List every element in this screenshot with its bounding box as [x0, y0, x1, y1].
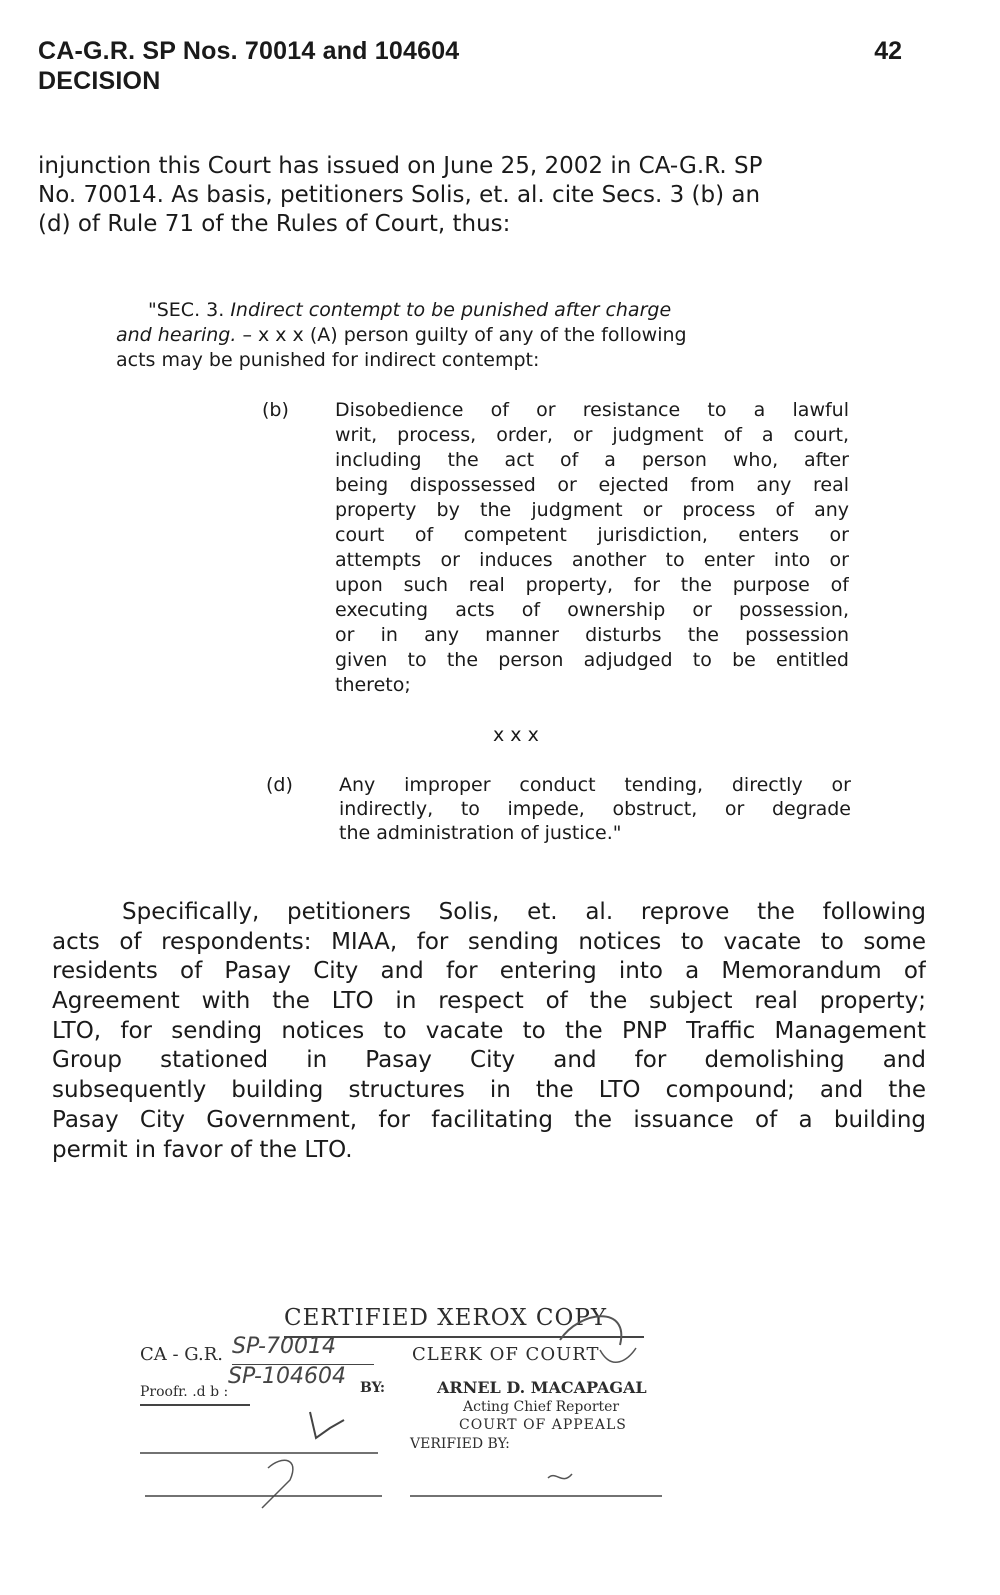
section-title-cont: and hearing.	[116, 324, 237, 346]
stamp-clerk: CLERK OF COURT	[412, 1344, 600, 1365]
text-line: Agreement with the LTO in respect of the subject real property;	[52, 988, 926, 1015]
text-line: indirectly, to impede, obstruct, or degrade	[339, 798, 851, 820]
stamp-by: BY:	[360, 1380, 386, 1396]
text-line: the administration of justice."	[339, 822, 622, 844]
text-line: permit in favor of the LTO.	[52, 1136, 353, 1163]
text-line: Disobedience of or resistance to a lawful	[335, 399, 849, 421]
ellipsis: x x x	[493, 724, 539, 746]
text-line: or in any manner disturbs the possession	[335, 624, 849, 646]
para1-line: (d) of Rule 71 of the Rules of Court, thus:	[38, 211, 511, 237]
signature-scribble	[560, 1316, 621, 1345]
quote-text: – x x x (A) person guilty of any of the following	[242, 324, 687, 346]
text-line: writ, process, order, or judgment of a court,	[335, 424, 849, 446]
text-line: being dispossessed or ejected from any real	[335, 474, 849, 496]
text-line: given to the person adjudged to be entitled	[335, 649, 849, 671]
stamp-signatory: ARNEL D. MACAPAGAL	[437, 1378, 647, 1397]
text-line: thereto;	[335, 674, 411, 696]
text-line: residents of Pasay City and for entering into a Memorandum of	[52, 958, 926, 985]
text-line: LTO, for sending notices to vacate to the PNP Traffic Management	[52, 1017, 926, 1044]
initials-mark	[310, 1412, 344, 1438]
text-line: subsequently building structures in the LTO compound; and the	[52, 1077, 926, 1104]
text-line: Pasay City Government, for facilitating the issuance of a building	[52, 1106, 926, 1133]
para1-line: No. 70014. As basis, petitioners Solis, et. al. cite Secs. 3 (b) an	[38, 182, 761, 208]
handwritten-case-2: SP-104604	[228, 1364, 346, 1389]
text-line: Group stationed in Pasay City and for demolishing and	[52, 1047, 926, 1074]
item-marker-b: (b)	[262, 399, 289, 421]
section-label: "SEC. 3.	[148, 299, 225, 321]
case-number: CA-G.R. SP Nos. 70014 and 104604	[38, 37, 460, 65]
quote-line: acts may be punished for indirect contempt:	[116, 349, 540, 371]
text-line: property by the judgment or process of any	[335, 499, 849, 521]
text-line: upon such real property, for the purpose of	[335, 574, 849, 596]
stamp-court: COURT OF APPEALS	[459, 1417, 627, 1433]
handwritten-case-1: SP-70014	[232, 1334, 336, 1359]
text-line: attempts or induces another to enter into or	[335, 549, 849, 571]
item-marker-d: (d)	[266, 774, 293, 796]
page-number: 42	[874, 37, 902, 65]
stamp-proofread: Proofr. .d b :	[140, 1384, 229, 1400]
section-title: Indirect contempt to be punished after charge	[230, 299, 672, 321]
stamp-role: Acting Chief Reporter	[463, 1399, 620, 1415]
stamp-title: CERTIFIED XEROX COPY	[284, 1305, 608, 1331]
text-line: including the act of a person who, after	[335, 449, 849, 471]
text-line: court of competent jurisdiction, enters or	[335, 524, 849, 546]
initials-mark	[262, 1460, 293, 1508]
stamp-ca-gr: CA - G.R.	[140, 1344, 224, 1365]
initials-mark	[600, 1348, 636, 1362]
decision-label: DECISION	[38, 67, 161, 95]
para1-line: injunction this Court has issued on June 25, 2002 in CA-G.R. SP	[38, 153, 763, 179]
text-line: executing acts of ownership or possession,	[335, 599, 849, 621]
text-line: acts of respondents: MIAA, for sending notices to vacate to some	[52, 928, 926, 955]
text-line: Any improper conduct tending, directly or	[339, 774, 851, 796]
stamp-verified: VERIFIED BY:	[410, 1436, 510, 1452]
initials-mark	[548, 1474, 572, 1479]
text-line: Specifically, petitioners Solis, et. al. reprove the following	[122, 899, 926, 925]
